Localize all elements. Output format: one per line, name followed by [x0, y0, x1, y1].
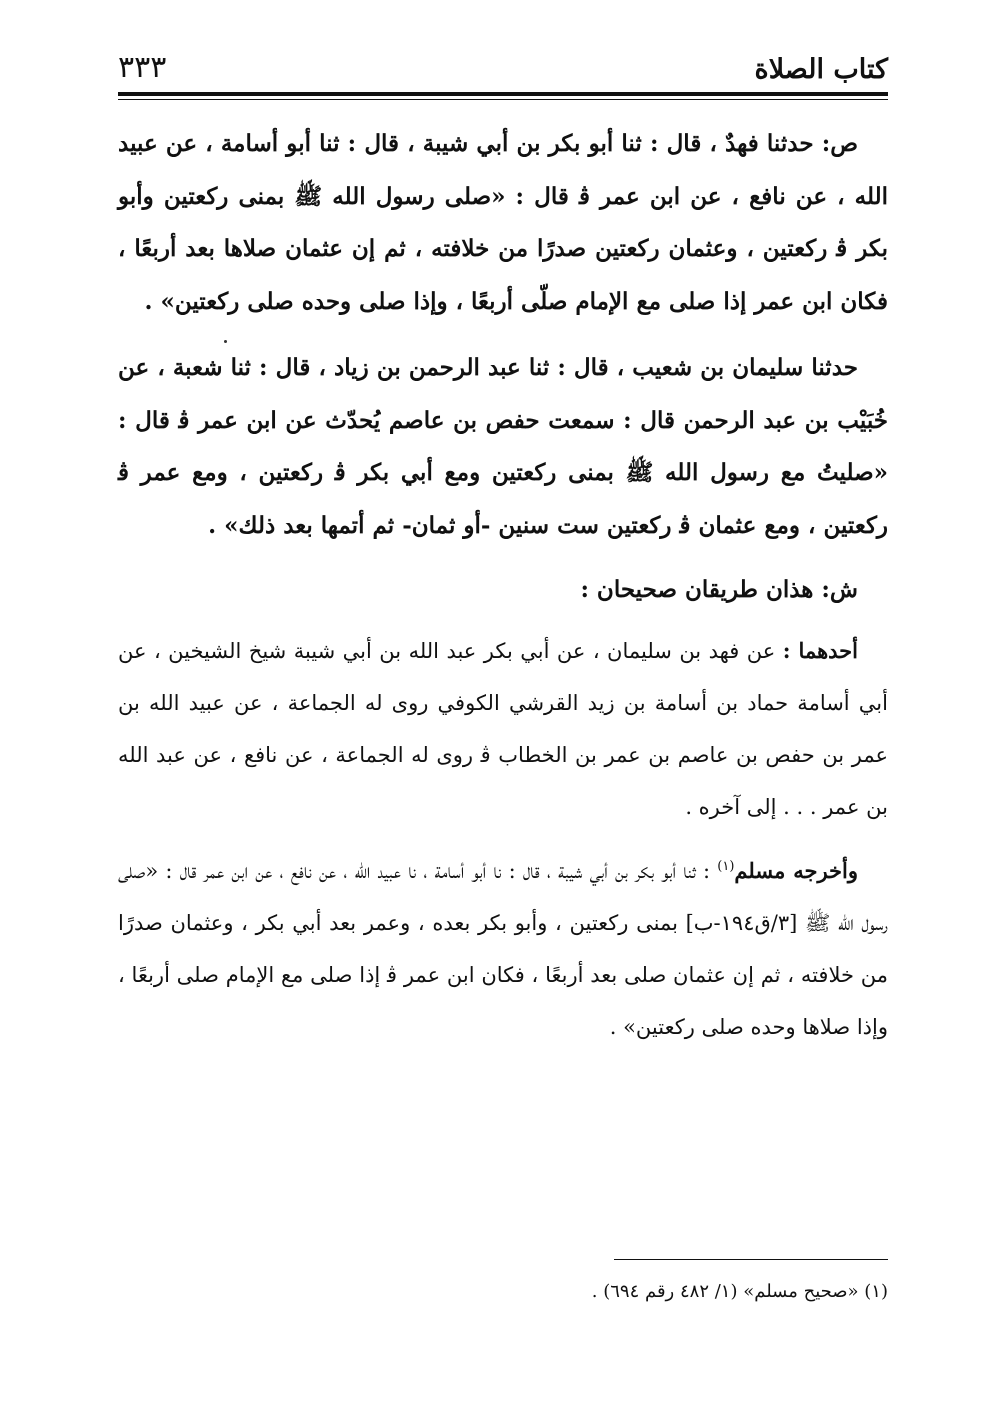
header-rule-thin — [118, 99, 888, 100]
footnote-1: (١) «صحيح مسلم» (١/ ٤٨٢ رقم ٦٩٤) . — [591, 1281, 888, 1302]
paragraph-matn-2: حدثنا سليمان بن شعيب ، قال : ثنا عبد الرحمن بن زياد ، قال : ثنا شعبة ، عن خُبَيْب بن عبد الرحمن قال : سمعت حفص بن عاصم يُحدّث عن ابن عمر ﭬ قال : «صليتُ مع رسول الله ﷺ بمنى ركعتين ومع أبي بكر ﭬ ركعتين ، ومع عمر ﭬ ركعتين ، ومع عثمان ﭬ ركعتين ست سنين -أو ثمان- ثم أتمها بعد ذلك» . — [118, 354, 888, 539]
footnote-separator — [614, 1259, 888, 1260]
lead-word: وأخرجه مسلم — [734, 857, 858, 883]
paragraph-body: : ثنا أبو بكر بن أبي شيبة ، قال : نا أبو أسامة ، نا عبيد الله ، عن نافع ، عن ابن عمر قال : «صلى رسول الله ﷺ [٣/ق١٩٤-ب] بمنى ركعتين ، وأبو بكر بعده ، وعمر بعد أبي بكر ، وعثمان صدرًا من خلافته ، ثم إن عثمان صلى بعد أربعًا ، فكان ابن عمر ﭬ إذا صلى مع الإمام صلى أربعًا ، وإذا صلاها وحده صلى ركعتين» . — [118, 858, 888, 1039]
paragraph-matn-1: ص: حدثنا فهدٌ ، قال : ثنا أبو بكر بن أبي شيبة ، قال : ثنا أبو أسامة ، عن عبيد الله ، عن نافع ، عن ابن عمر ﭬ قال : «صلى رسول الله ﷺ بمنى ركعتين وأبو بكر ﭬ ركعتين ، وعثمان ركعتين صدرًا من خلافته ، ثم إن عثمان صلاها بعد أربعًا ، فكان ابن عمر إذا صلى مع الإمام صلّى أربعًا ، وإذا صلى وحده صلى ركعتين» . — [118, 130, 888, 315]
header-rule-thick — [118, 92, 888, 96]
chapter-title: كتاب الصلاة — [754, 54, 888, 85]
paragraph-commentary-1 — [118, 625, 888, 833]
page-number: ٣٣٣ — [118, 50, 167, 85]
footnote-ref[interactable]: (١) — [717, 858, 735, 874]
main-text — [118, 118, 888, 1053]
paragraph-commentary-heading: ش: هذان طريقان صحيحان : — [580, 576, 858, 603]
paragraph-body: عن فهد بن سليمان ، عن أبي بكر عبد الله بن أبي شيبة شيخ الشيخين ، عن أبي أسامة حماد بن أسامة بن زيد القرشي الكوفي روى له الجماعة ، عن عبيد الله بن عمر بن حفص بن عاصم بن عمر بن الخطاب ﭬ روى له الجماعة ، عن نافع ، عن عبد الله بن عمر . . . إلى آخره . — [118, 638, 888, 819]
paragraph-commentary-2 — [118, 841, 888, 1053]
lead-word: أحدهما : — [782, 637, 858, 663]
